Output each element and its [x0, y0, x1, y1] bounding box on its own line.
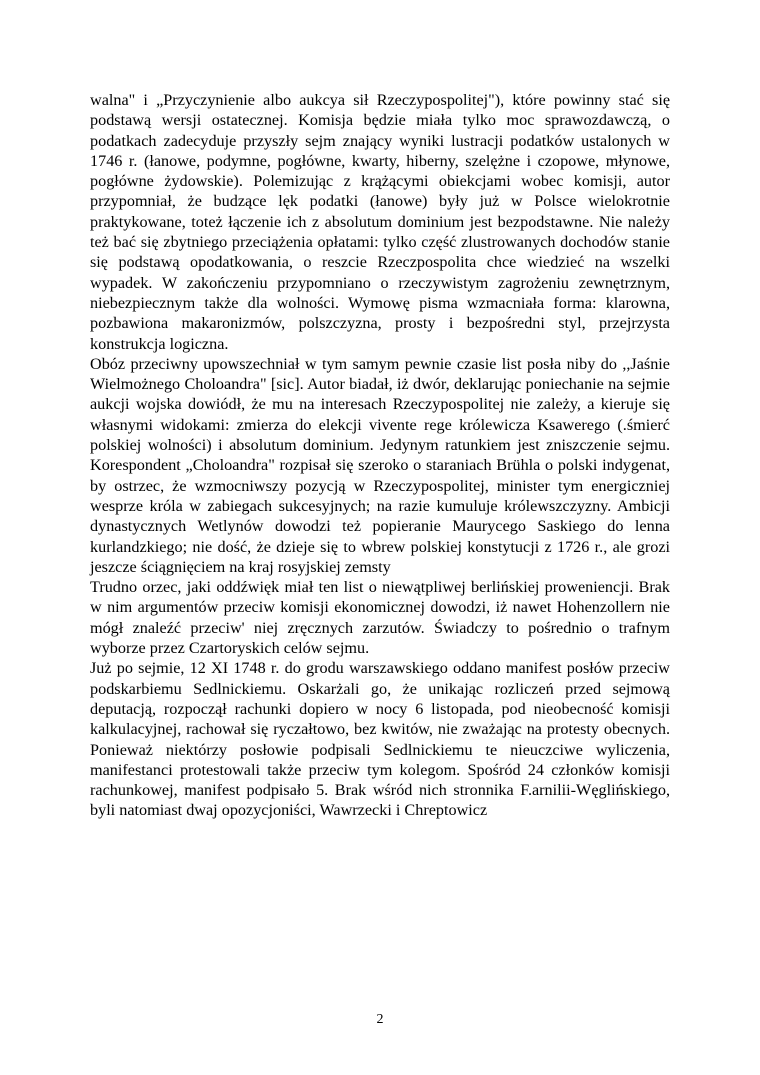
paragraph-2: Obóz przeciwny upowszechniał w tym samym pewnie czasie list posła niby do ,,Jaśnie Wielmożnego Choloandra" [sic]. Autor biadał, iż dwór, deklarując poniechanie na sejmie aukcji wojska dowiódł, że mu na interesach Rzeczypospolitej nie zależy, a kieruje się własnymi widokami: zmierza do elekcji vivente rege królewicza Ksawerego (.śmierć polskiej wolności) i absolutum dominium. Jedynym ratunkiem jest zniszczenie sejmu. Korespondent „Choloandra" rozpisał się szeroko o staraniach Brühla o polski indygenat, by ostrzec, że wzmocniwszy pozycją w Rzeczypospolitej, minister tym energiczniej wesprze króla w zabiegach sukcesyjnych; na razie kumuluje królewszczyzny. Ambicji dynastycznych Wetlynów dowodzi też popieranie Maurycego Saskiego do lenna kurlandzkiego; nie dość, że dzieje się to wbrew polskiej konstytucji z 1726 r., ale grozi jeszcze ściągnięciem na kraj rosyjskiej zemsty	[90, 354, 670, 576]
paragraph-3: Trudno orzec, jaki oddźwięk miał ten list o niewątpliwej berlińskiej proweniencji. Brak w nim argumentów przeciw komisji ekonomicznej dowodzi, iż nawet Hohenzollern nie mógł znaleźć przeciw' niej zręcznych zarzutów. Świadczy to pośrednio o trafnym wyborze przez Czartoryskich celów sejmu.	[90, 578, 670, 658]
page-number: 2	[376, 1012, 384, 1027]
body-text	[90, 90, 670, 821]
paragraph-1: walna" i „Przyczynienie albo aukcya sił Rzeczypospolitej"), które powinny stać się podstawą wersji ostatecznej. Komisja będzie miała tylko moc sprawozdawczą, o podatkach zadecyduje przyszły sejm znający wyniki lustracji podatków ustalonych w 1746 r. (łanowe, podymne, pogłówne, kwarty, hiberny, szelężne i czopowe, młynowe, pogłówne żydowskie). Polemizując z krążącymi obiekcjami wobec komisji, autor przypomniał, że budzące lęk podatki (łanowe) były już w Polsce wielokrotnie praktykowane, toteż łączenie ich z absolutum dominium jest bezpodstawne. Nie należy też bać się zbytniego przeciążenia opłatami: tylko część zlustrowanych dochodów stanie się podstawą opodatkowania, o reszcie Rzeczpospolita chce wiedzieć na wszelki wypadek. W zakończeniu przypomniano o rzeczywistym zagrożeniu zewnętrznym, niebezpiecznym także dla wolności. Wymowę pisma wzmacniała forma: klarowna, pozbawiona makaronizmów, polszczyzna, prosty i bezpośredni styl, przejrzysta konstrukcja logiczna.	[90, 91, 670, 353]
paragraph-4: Już po sejmie, 12 XI 1748 r. do grodu warszawskiego oddano manifest posłów przeciw podskarbiemu Sedlnickiemu. Oskarżali go, że unikając rozliczeń przed sejmową deputacją, rozpoczął rachunki dopiero w nocy 6 listopada, pod nieobecność komisji kalkulacyjnej, rachował się ryczałtowo, bez kwitów, nie zważając na protesty obecnych. Ponieważ niektórzy posłowie podpisali Sedlnickiemu te nieuczciwe wyliczenia, manifestanci protestowali także przeciw tym kolegom. Spośród 24 członków komisji rachunkowej, manifest podpisało 5. Brak wśród nich stronnika F.arnilii-Węglińskiego, byli natomiast dwaj opozycjoniści, Wawrzecki i Chreptowicz	[90, 659, 670, 820]
